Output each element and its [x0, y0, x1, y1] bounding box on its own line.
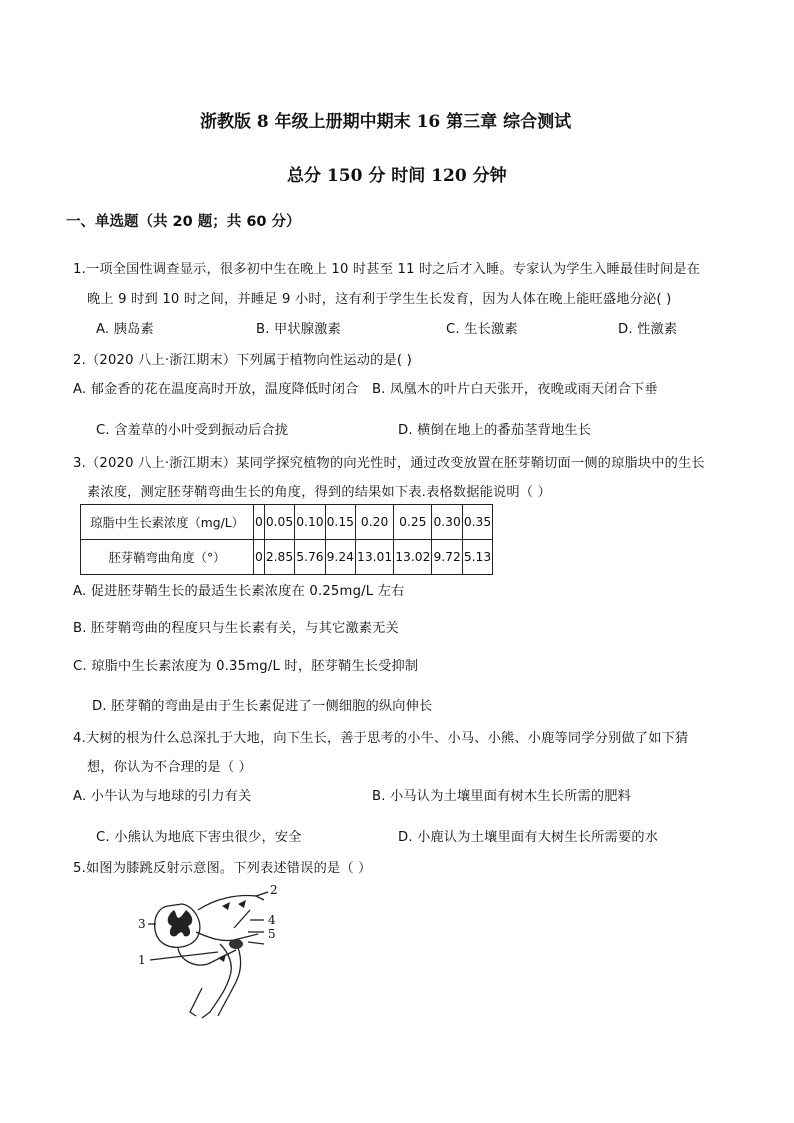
table-cell: 0	[254, 505, 265, 540]
table-cell: 2.85	[264, 540, 294, 575]
table-cell: 5.76	[295, 540, 325, 575]
hammer	[234, 910, 250, 928]
question-stem-line: 想，你认为不合理的是（ ）	[87, 760, 253, 775]
figure-label: 3	[138, 917, 146, 931]
option-c: C. 生长激素	[446, 322, 518, 337]
figure-label: 2	[270, 883, 278, 897]
option-d: D. 性激素	[618, 322, 678, 337]
knee-receptor	[229, 939, 243, 949]
leg-outline	[190, 988, 202, 1016]
option-a: A. 郁金香的花在温度高时开放，温度降低时闭合	[73, 382, 359, 397]
table-cell: 9.72	[432, 540, 462, 575]
option-b: B. 凤凰木的叶片白天张开，夜晚或雨天闭合下垂	[372, 382, 658, 397]
table-cell: 0.35	[462, 505, 492, 540]
data-table	[80, 504, 493, 575]
table-row-header: 胚芽鞘弯曲角度（°）	[81, 540, 254, 575]
option-b: B. 小马认为土壤里面有树木生长所需的肥料	[372, 789, 632, 804]
table-cell: 0.20	[356, 505, 394, 540]
option-a: A. 小牛认为与地球的引力有关	[73, 789, 252, 804]
option-b: B. 胚芽鞘弯曲的程度只与生长素有关，与其它激素无关	[73, 621, 399, 636]
table-cell: 0.15	[325, 505, 355, 540]
question-stem-line: 1.一项全国性调查显示，很多初中生在晚上 10 时甚至 11 时之后才入睡。专家认为学生入睡最佳时间是在	[73, 262, 701, 277]
option-b: B. 甲状腺激素	[256, 322, 341, 337]
question-stem-line: 晚上 9 时到 10 时之间，并睡足 9 小时，这有利于学生生长发育，因为人体在晚上能旺盛地分泌( )	[87, 292, 672, 307]
table-cell: 13.01	[356, 540, 394, 575]
grey-matter	[168, 910, 193, 936]
nerve-path	[178, 948, 236, 965]
option-d: D. 胚芽鞘的弯曲是由于生长素促进了一侧细胞的纵向伸长	[92, 699, 433, 714]
question-stem-line: 4.大树的根为什么总深扎于大地，向下生长，善于思考的小牛、小马、小熊、小鹿等同学分别做了如下猜	[73, 731, 689, 746]
figure-label: 5	[268, 927, 276, 941]
option-a: A. 胰岛素	[96, 322, 154, 337]
table-cell: 0.10	[295, 505, 325, 540]
option-a: A. 促进胚芽鞘生长的最适生长素浓度在 0.25mg/L 左右	[73, 584, 405, 599]
question-stem-line: 5.如图为膝跳反射示意图。下列表述错误的是（ ）	[73, 861, 372, 876]
option-d: D. 小鹿认为土壤里面有大树生长所需要的水	[398, 830, 659, 845]
figure-label: 4	[268, 913, 276, 927]
question-stem-line: 素浓度，测定胚芽鞘弯曲生长的角度，得到的结果如下表.表格数据能说明（ ）	[87, 485, 551, 500]
question-stem-line: 3.（2020 八上·浙江期末）某同学探究植物的向光性时，通过改变放置在胚芽鞘切面一侧的琼脂块中的生长	[73, 456, 705, 471]
knee-jerk-reflex-figure	[138, 880, 288, 1022]
table-row	[81, 505, 493, 540]
table-cell: 0.30	[432, 505, 462, 540]
option-c: C. 含羞草的小叶受到振动后合拢	[96, 423, 289, 438]
figure-label: 1	[138, 953, 146, 967]
nerve-path	[196, 932, 258, 941]
document-title: 浙教版 8 年级上册期中期末 16 第三章 综合测试	[200, 112, 572, 132]
question-stem-line: 2.（2020 八上·浙江期末）下列属于植物向性运动的是( )	[73, 353, 412, 368]
option-c: C. 琼脂中生长素浓度为 0.35mg/L 时，胚芽鞘生长受抑制	[73, 659, 419, 674]
section-heading: 一、单选题（共 20 题；共 60 分）	[66, 214, 301, 230]
table-row	[81, 540, 493, 575]
table-cell: 0.25	[394, 505, 432, 540]
table-cell: 0.05	[264, 505, 294, 540]
table-cell: 5.13	[462, 540, 492, 575]
table-cell: 13.02	[394, 540, 432, 575]
table-row-header: 琼脂中生长素浓度（mg/L）	[81, 505, 254, 540]
document-subtitle: 总分 150 分 时间 120 分钟	[287, 166, 507, 186]
nerve-path	[198, 896, 264, 910]
option-c: C. 小熊认为地底下害虫很少，安全	[96, 830, 302, 845]
table-cell: 0	[254, 540, 265, 575]
option-d: D. 横倒在地上的番茄茎背地生长	[398, 423, 592, 438]
table-cell: 9.24	[325, 540, 355, 575]
